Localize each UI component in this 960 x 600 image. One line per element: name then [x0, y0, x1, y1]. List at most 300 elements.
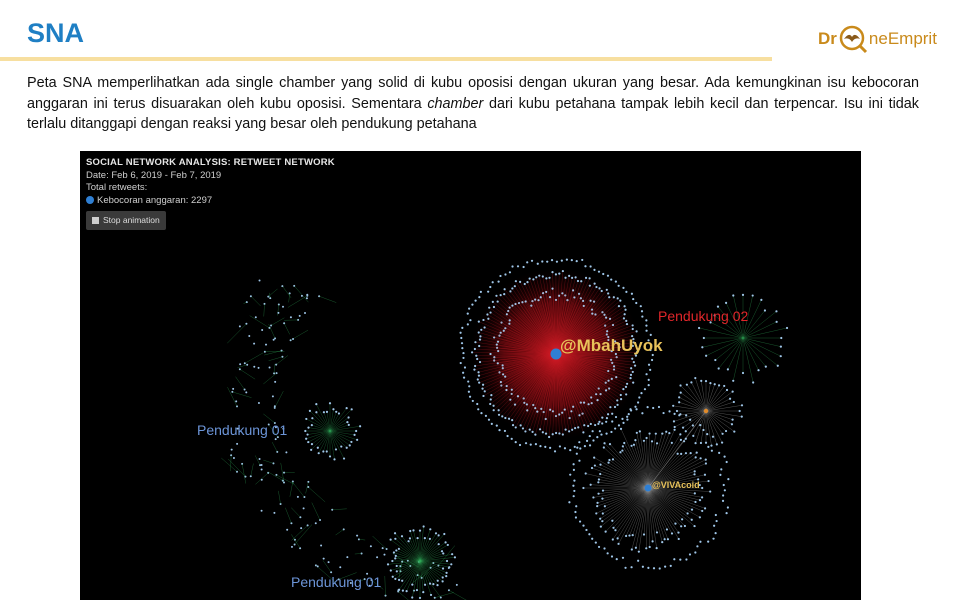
viva-cluster-node: [656, 442, 658, 444]
opposition-cluster-node: [539, 445, 541, 447]
opposition-cluster-node: [596, 436, 598, 438]
viva-cluster-node: [638, 551, 640, 553]
opposition-cluster-node: [593, 269, 595, 271]
viva-cluster-node: [585, 472, 587, 474]
opposition-cluster-node: [475, 355, 477, 357]
opposition-cluster-node: [618, 424, 620, 426]
minor-hub-cluster-edge: [687, 385, 706, 411]
lower-left-cluster-node: [393, 551, 395, 553]
opposition-cluster-node: [461, 327, 463, 329]
opposition-cluster-node: [478, 374, 480, 376]
opposition-cluster-node: [460, 362, 462, 364]
viva-cluster-node: [599, 464, 601, 466]
incumbent-arc-node: [248, 335, 250, 337]
panel-legend-item: [86, 195, 335, 208]
viva-cluster-node: [633, 444, 635, 446]
opposition-cluster-node: [597, 423, 599, 425]
viva-cluster-node: [693, 473, 695, 475]
incumbent-arc-edge: [290, 482, 293, 497]
opposition-cluster-node: [492, 405, 494, 407]
incumbent-arc-edge: [449, 590, 467, 600]
viva-cluster-node: [713, 525, 715, 527]
legend-item-label: Kebocoran anggaran: 2297: [97, 194, 213, 206]
incumbent-arc-edge: [263, 460, 273, 463]
legend-dot-icon: [86, 196, 94, 204]
viva-cluster-node: [707, 446, 709, 448]
opposition-cluster-node: [608, 296, 610, 298]
opposition-cluster-node: [624, 309, 626, 311]
incumbent-arc-edge: [251, 464, 254, 477]
viva-cluster-edge: [629, 488, 648, 536]
opposition-cluster-node: [622, 287, 624, 289]
opposition-cluster-node: [587, 425, 589, 427]
opposition-cluster-node: [626, 418, 628, 420]
incumbent-arc-node: [456, 584, 458, 586]
left-cluster-node: [315, 403, 317, 405]
incumbent-arc-node: [382, 547, 384, 549]
drone-magnifier-icon: [838, 24, 868, 54]
drone-emprit-logo: [818, 22, 937, 56]
viva-cluster-node: [630, 409, 632, 411]
opposition-cluster-node: [606, 417, 608, 419]
viva-cluster-node: [722, 494, 724, 496]
opposition-cluster-node: [549, 296, 551, 298]
opposition-cluster-node: [632, 371, 634, 373]
viva-cluster-node: [674, 523, 676, 525]
incumbent-arc-node: [346, 556, 348, 558]
opposition-cluster-node: [459, 332, 461, 334]
minor-hub-node: [704, 409, 708, 413]
incumbent-arc-node: [253, 366, 255, 368]
opposition-cluster-node: [631, 293, 633, 295]
minor-hub-cluster-edge: [706, 411, 723, 434]
opposition-cluster-node: [535, 276, 537, 278]
opposition-cluster-node: [562, 270, 564, 272]
viva-cluster-edge: [648, 488, 695, 526]
right-cluster-node: [777, 365, 779, 367]
opposition-cluster-node: [624, 313, 626, 315]
incumbent-arc-node: [323, 558, 325, 560]
viva-cluster-node: [575, 516, 577, 518]
minor-hub-cluster-edge: [706, 386, 724, 411]
incumbent-arc-node: [259, 458, 261, 460]
lower-left-cluster-node: [392, 576, 394, 578]
opposition-cluster-node: [477, 378, 479, 380]
viva-cluster-node: [701, 510, 703, 512]
incumbent-arc-edge: [264, 304, 265, 317]
incumbent-arc-edge: [284, 323, 290, 334]
opposition-cluster-node: [546, 261, 548, 263]
opposition-cluster-node: [478, 382, 480, 384]
minor-hub-cluster-node: [733, 430, 735, 432]
opposition-cluster-node: [477, 408, 479, 410]
minor-hub-cluster-node: [721, 433, 723, 435]
left-cluster-node: [305, 418, 307, 420]
left-cluster-node: [329, 402, 331, 404]
left-cluster-node: [348, 424, 350, 426]
viva-cluster-node: [664, 566, 666, 568]
viva-cluster-node: [611, 420, 613, 422]
lower-left-cluster-node: [445, 575, 447, 577]
viva-cluster-node: [621, 418, 623, 420]
viva-cluster-node: [586, 440, 588, 442]
opposition-cluster-node: [571, 259, 573, 261]
incumbent-arc-node: [274, 381, 276, 383]
lower-left-cluster-node: [394, 532, 396, 534]
lower-left-cluster-node: [450, 563, 452, 565]
opposition-cluster-node: [529, 428, 531, 430]
opposition-cluster-node: [474, 348, 476, 350]
opposition-cluster-node: [519, 444, 521, 446]
opposition-cluster-node: [487, 291, 489, 293]
opposition-cluster-node: [481, 388, 483, 390]
opposition-cluster-node: [489, 353, 491, 355]
right-cluster-node: [732, 380, 734, 382]
lower-left-cluster-node: [424, 584, 426, 586]
viva-cluster-node: [616, 558, 618, 560]
viva-cluster-node: [605, 421, 607, 423]
opposition-cluster-node: [482, 395, 484, 397]
viva-cluster-node: [628, 534, 630, 536]
hub-label-vivacoid: @VIVAcoid: [652, 480, 700, 490]
viva-cluster-node: [579, 520, 581, 522]
opposition-cluster-node: [632, 298, 634, 300]
opposition-cluster-node: [532, 278, 534, 280]
left-cluster-node: [304, 430, 306, 432]
opposition-cluster-node: [633, 361, 635, 363]
minor-hub-cluster-node: [694, 442, 696, 444]
minor-hub-cluster-edge: [683, 411, 706, 428]
left-cluster-node: [346, 447, 348, 449]
lower-left-cluster-node: [424, 537, 426, 539]
incumbent-arc-node: [259, 464, 261, 466]
opposition-cluster-node: [545, 277, 547, 279]
right-cluster-node: [742, 372, 744, 374]
lower-left-cluster-node: [442, 576, 444, 578]
viva-cluster-node: [684, 525, 686, 527]
viva-cluster-edge: [606, 488, 648, 532]
incumbent-arc-node: [277, 312, 279, 314]
right-cluster-node: [775, 310, 777, 312]
viva-cluster-node: [671, 532, 673, 534]
viva-cluster-node: [596, 505, 598, 507]
minor-hub-cluster-node: [672, 405, 674, 407]
left-cluster-node: [338, 412, 340, 414]
incumbent-arc-edge: [231, 455, 232, 471]
lower-left-cluster-node: [437, 580, 439, 582]
opposition-cluster-node: [571, 429, 573, 431]
opposition-cluster-node: [484, 390, 486, 392]
lower-left-cluster-node: [422, 591, 424, 593]
minor-hub-cluster-node: [723, 385, 725, 387]
opposition-cluster-node: [522, 427, 524, 429]
incumbent-arc-edge: [271, 318, 284, 326]
left-cluster-edge: [330, 418, 349, 431]
minor-hub-cluster-node: [685, 430, 687, 432]
opposition-cluster-node: [640, 392, 642, 394]
opposition-cluster-node: [497, 341, 499, 343]
right-cluster-node: [776, 321, 778, 323]
incumbent-arc-edge: [227, 324, 246, 343]
opposition-cluster-node: [491, 423, 493, 425]
viva-cluster-node: [599, 518, 601, 520]
opposition-cluster-node: [493, 409, 495, 411]
opposition-cluster-node: [551, 271, 553, 273]
minor-hub-cluster-node: [678, 401, 680, 403]
lower-left-cluster-node: [445, 572, 447, 574]
opposition-cluster-node: [561, 292, 563, 294]
right-cluster-node: [752, 294, 754, 296]
incumbent-arc-edge: [268, 472, 283, 481]
right-cluster-node: [786, 327, 788, 329]
opposition-cluster-node: [616, 404, 618, 406]
viva-cluster-node: [622, 445, 624, 447]
lower-left-cluster-node: [394, 557, 396, 559]
viva-cluster-node: [701, 496, 703, 498]
opposition-cluster-node: [498, 414, 500, 416]
lower-left-cluster-node: [436, 584, 438, 586]
right-cluster-node: [718, 367, 720, 369]
left-cluster-node: [311, 443, 313, 445]
viva-cluster-node: [611, 520, 613, 522]
checkbox-icon: [92, 217, 99, 224]
minor-hub-cluster-node: [726, 389, 728, 391]
minor-hub-cluster-node: [692, 435, 694, 437]
viva-cluster-node: [636, 432, 638, 434]
network-info-panel: [86, 157, 335, 230]
left-cluster-node: [332, 408, 334, 410]
viva-cluster-node: [602, 512, 604, 514]
minor-hub-cluster-node: [732, 391, 734, 393]
viva-cluster-node: [597, 493, 599, 495]
hub-label-mbahuyok: @MbahUyok: [560, 336, 663, 355]
viva-cluster-node: [666, 528, 668, 530]
opposition-cluster-node: [607, 292, 609, 294]
left-cluster-node: [359, 425, 361, 427]
lower-left-cluster-node: [419, 530, 421, 532]
viva-cluster-node: [701, 487, 703, 489]
opposition-cluster-node: [579, 447, 581, 449]
viva-cluster-node: [598, 546, 600, 548]
opposition-cluster-node: [601, 422, 603, 424]
incumbent-arc-edge: [355, 553, 362, 554]
left-cluster-edge: [330, 408, 347, 431]
opposition-cluster-node: [525, 442, 527, 444]
left-cluster-node: [323, 411, 325, 413]
opposition-cluster-node: [511, 438, 513, 440]
left-cluster-node: [311, 417, 313, 419]
left-cluster-node: [340, 445, 342, 447]
opposition-cluster-node: [577, 280, 579, 282]
viva-cluster-node: [621, 449, 623, 451]
lower-left-cluster-node: [416, 537, 418, 539]
incumbent-arc-node: [285, 451, 287, 453]
lower-left-cluster-node: [407, 540, 409, 542]
opposition-cluster-node: [628, 413, 630, 415]
opposition-cluster-node: [526, 281, 528, 283]
lower-left-cluster-node: [442, 580, 444, 582]
incumbent-arc-node: [319, 519, 321, 521]
opposition-cluster-node: [488, 419, 490, 421]
lower-left-cluster-node: [444, 541, 446, 543]
opposition-cluster-node: [552, 433, 554, 435]
opposition-cluster-node: [460, 337, 462, 339]
left-cluster-node: [333, 458, 335, 460]
lower-left-cluster-node: [396, 570, 398, 572]
viva-cluster-node: [592, 430, 594, 432]
opposition-cluster-node: [522, 266, 524, 268]
viva-cluster-node: [595, 512, 597, 514]
retweet-network-graph: [80, 151, 861, 600]
left-cluster-node: [306, 433, 308, 435]
lower-left-cluster-node: [398, 579, 400, 581]
incumbent-arc-edge: [359, 539, 365, 540]
incumbent-arc-edge: [269, 324, 275, 338]
left-cluster-edge: [330, 431, 341, 447]
right-cluster-node: [760, 299, 762, 301]
opposition-cluster-node: [500, 294, 502, 296]
panel-title: SOCIAL NETWORK ANALYSIS: RETWEET NETWORK: [86, 157, 335, 168]
description-paragraph: [27, 73, 919, 135]
opposition-cluster-node: [477, 371, 479, 373]
left-cluster-edge: [318, 431, 330, 448]
opposition-cluster-node: [524, 430, 526, 432]
group-label-pendukung-01-b: Pendukung 01: [291, 574, 382, 590]
opposition-cluster-node: [566, 259, 568, 261]
viva-cluster-node: [656, 547, 658, 549]
left-cluster-node: [346, 421, 348, 423]
viva-cluster-node: [651, 540, 653, 542]
lower-left-cluster-node: [451, 553, 453, 555]
opposition-cluster-node: [551, 259, 553, 261]
group-label-pendukung-01-a: Pendukung 01: [197, 422, 288, 438]
opposition-cluster-node: [644, 388, 646, 390]
group-label-pendukung-02: Pendukung 02: [658, 308, 749, 324]
viva-cluster-node: [726, 461, 728, 463]
opposition-cluster-node: [585, 277, 587, 279]
incumbent-arc-node: [306, 294, 308, 296]
viva-cluster-node: [603, 446, 605, 448]
minor-hub-cluster-node: [673, 420, 675, 422]
viva-cluster-node: [727, 506, 729, 508]
viva-cluster-node: [617, 537, 619, 539]
incumbent-arc-edge: [275, 391, 284, 408]
lower-left-cluster-node: [438, 543, 440, 545]
opposition-cluster-node: [559, 445, 561, 447]
incumbent-arc-edge: [294, 286, 308, 302]
opposition-cluster-node: [511, 287, 513, 289]
lower-left-cluster-node: [395, 555, 397, 557]
viva-cluster-node: [677, 453, 679, 455]
incumbent-arc-edge: [332, 509, 347, 510]
incumbent-arc-node: [315, 522, 317, 524]
incumbent-arc-node: [261, 469, 263, 471]
right-cluster-edge: [728, 338, 743, 369]
lower-left-cluster-node: [394, 578, 396, 580]
viva-cluster-node: [668, 432, 670, 434]
opposition-cluster-node: [556, 261, 558, 263]
incumbent-arc-node: [273, 339, 275, 341]
opposition-cluster-node: [548, 277, 550, 279]
opposition-cluster-node: [635, 302, 637, 304]
viva-cluster-node: [664, 538, 666, 540]
lower-left-cluster-node: [419, 597, 421, 599]
stop-animation-button[interactable]: [86, 211, 166, 230]
incumbent-arc-node: [300, 527, 302, 529]
right-cluster-node: [703, 337, 705, 339]
opposition-cluster-node: [503, 293, 505, 295]
viva-cluster-node: [600, 525, 602, 527]
viva-cluster-node: [711, 450, 713, 452]
opposition-cluster-node: [590, 265, 592, 267]
viva-cluster-node: [588, 533, 590, 535]
lower-left-cluster-node: [432, 583, 434, 585]
opposition-cluster-node: [471, 351, 473, 353]
incumbent-arc-edge: [336, 529, 344, 535]
page-title: SNA: [27, 18, 85, 48]
viva-cluster-node: [696, 545, 698, 547]
incumbent-arc-node: [246, 301, 248, 303]
opposition-cluster-node: [526, 261, 528, 263]
opposition-cluster-node: [574, 446, 576, 448]
opposition-cluster-node: [515, 280, 517, 282]
opposition-cluster-node: [473, 369, 475, 371]
incumbent-arc-edge: [291, 508, 300, 518]
viva-cluster-node: [590, 484, 592, 486]
viva-cluster-node: [598, 421, 600, 423]
viva-cluster-node: [578, 460, 580, 462]
opposition-cluster-node: [480, 291, 482, 293]
opposition-cluster-node: [492, 301, 494, 303]
opposition-cluster-node: [601, 417, 603, 419]
opposition-cluster-node: [499, 275, 501, 277]
viva-cluster-node: [623, 442, 625, 444]
viva-cluster-node: [670, 565, 672, 567]
incumbent-arc-edge: [232, 392, 251, 398]
minor-hub-cluster-edge: [696, 411, 706, 443]
viva-cluster-node: [645, 547, 647, 549]
viva-cluster-node: [716, 520, 718, 522]
incumbent-arc-edge: [238, 365, 248, 368]
incumbent-arc-node: [328, 561, 330, 563]
opposition-cluster-node: [648, 384, 650, 386]
opposition-cluster-node: [584, 445, 586, 447]
opposition-cluster-node: [601, 290, 603, 292]
viva-cluster-node: [594, 464, 596, 466]
opposition-cluster-node: [614, 406, 616, 408]
left-cluster-edge: [312, 418, 330, 431]
left-cluster-node: [349, 444, 351, 446]
opposition-cluster-node: [485, 415, 487, 417]
right-cluster-node: [780, 337, 782, 339]
opposition-cluster-node: [618, 285, 620, 287]
opposition-cluster-node: [504, 417, 506, 419]
viva-cluster-node: [719, 474, 721, 476]
opposition-cluster-node: [616, 399, 618, 401]
incumbent-arc-edge: [250, 316, 270, 328]
opposition-cluster-node: [549, 447, 551, 449]
minor-hub-cluster-node: [678, 396, 680, 398]
minor-hub-cluster-node: [694, 377, 696, 379]
opposition-cluster-node: [482, 384, 484, 386]
opposition-cluster-node: [631, 358, 633, 360]
viva-cluster-node: [635, 547, 637, 549]
left-cluster-node: [329, 455, 331, 457]
minor-hub-cluster-node: [705, 442, 707, 444]
viva-cluster-node: [693, 525, 695, 527]
viva-cluster-node: [575, 505, 577, 507]
lower-left-cluster-node: [387, 563, 389, 565]
